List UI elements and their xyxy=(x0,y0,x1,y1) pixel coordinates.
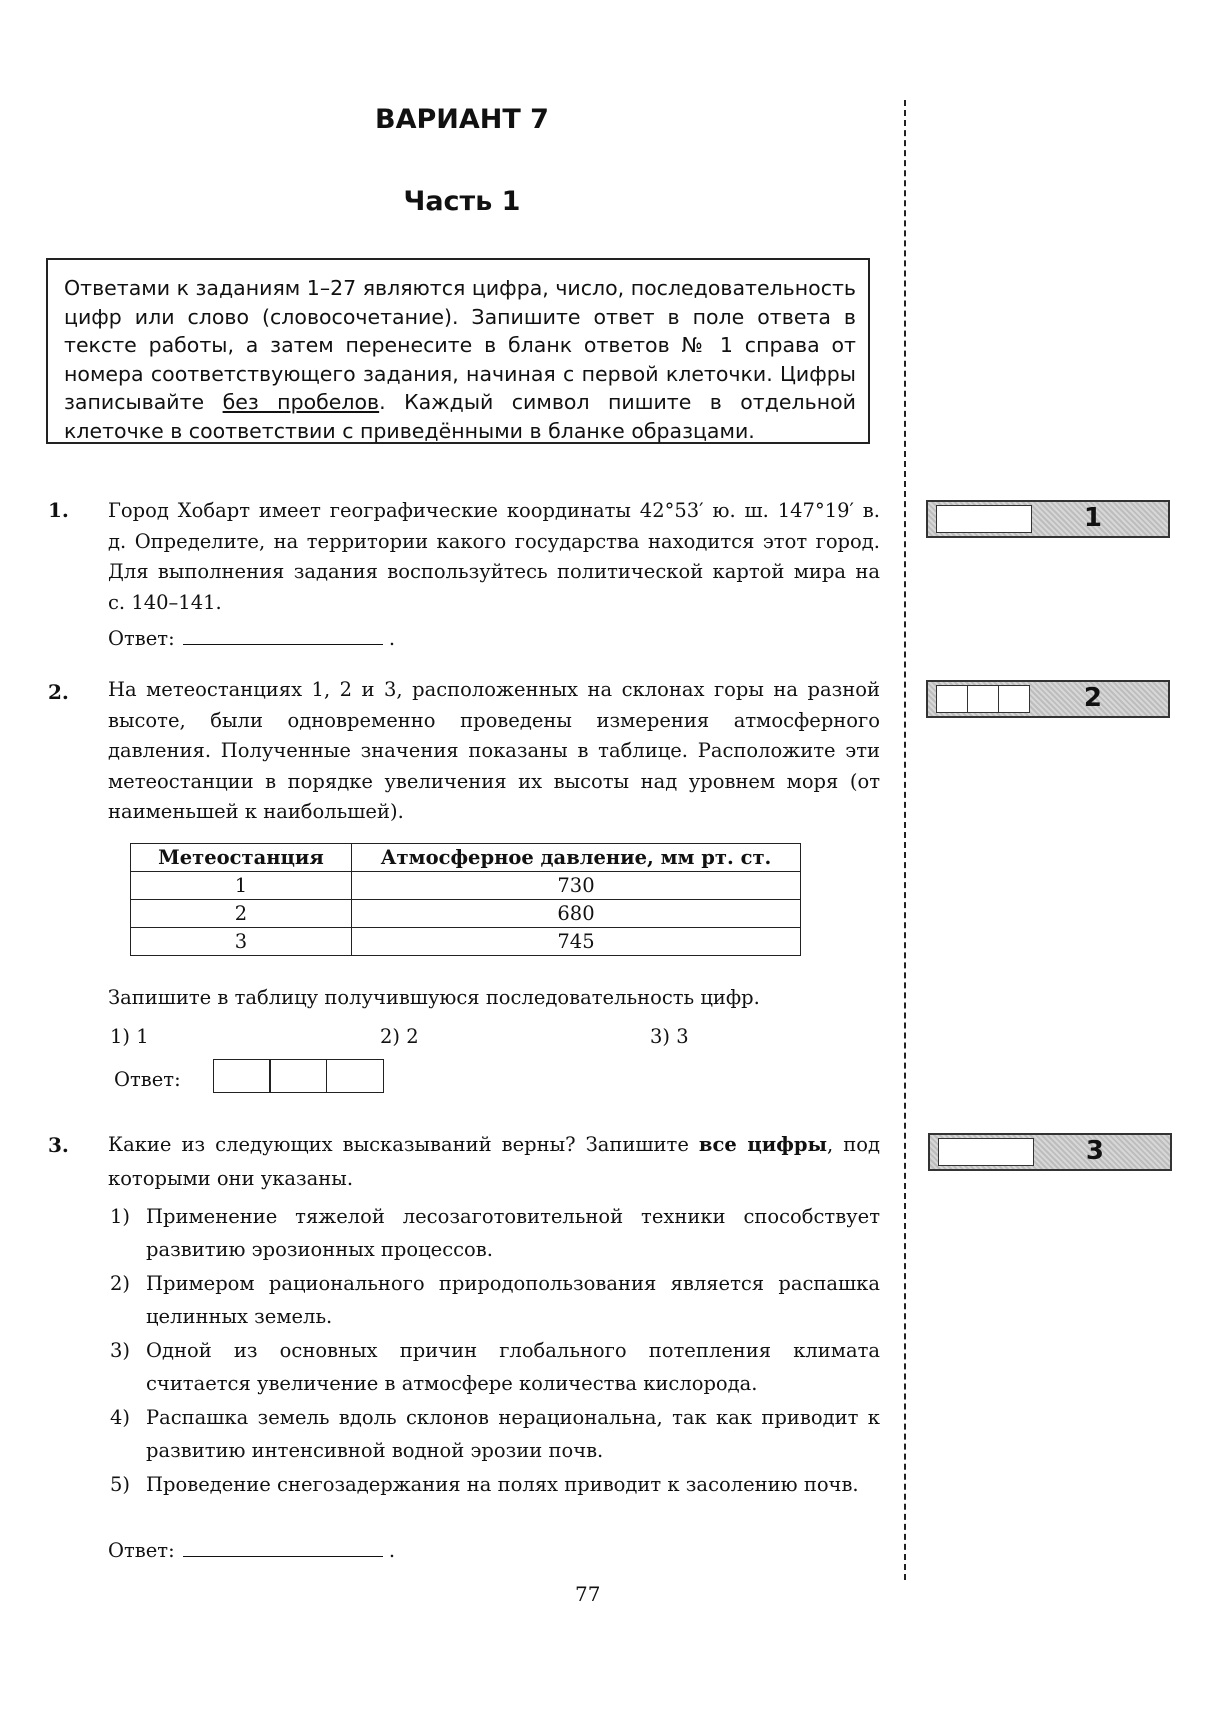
option-item xyxy=(110,1401,880,1467)
table-row xyxy=(131,872,801,900)
table-row xyxy=(131,900,801,928)
table-cell: 730 xyxy=(352,872,801,900)
answer-sheet-box-2 xyxy=(926,680,1170,718)
answer-end: . xyxy=(388,627,396,650)
answer-sheet-cell[interactable] xyxy=(936,685,968,713)
table-header-cell: Атмосферное давление, мм рт. ст. xyxy=(352,844,801,872)
task-1-text: Город Хобарт имеет географические координаты 42°53′ ю. ш. 147°19′ в. д. Определите, на территории какого государства находится этот город. Для выполнения задания воспользуйтесь политической картой мира на с. 140–141. xyxy=(108,499,880,614)
answer-end: . xyxy=(388,1539,396,1562)
table-cell: 745 xyxy=(352,928,801,956)
table-cell: 680 xyxy=(352,900,801,928)
task-2-number: 2. xyxy=(48,680,69,704)
option-item xyxy=(110,1468,880,1501)
table-header-row xyxy=(131,844,801,872)
task-3-answer xyxy=(108,1538,395,1562)
task-1-number: 1. xyxy=(48,498,69,522)
option-item xyxy=(110,1267,880,1333)
pressure-table xyxy=(130,843,801,956)
sequence-item-3: 3) 3 xyxy=(650,1025,689,1048)
answer-sheet-number: 3 xyxy=(1085,1136,1104,1166)
answer-sheet-number: 2 xyxy=(1083,683,1102,713)
option-item xyxy=(110,1200,880,1266)
option-text: Применение тяжелой лесозаготовительной техники способствует развитию эрозионных процессов. xyxy=(146,1205,880,1261)
answer-sheet-box-3 xyxy=(928,1133,1172,1171)
option-text: Распашка земель вдоль склонов нерациональна, так как приводит к развитию интенсивной водной эрозии почв. xyxy=(146,1406,880,1462)
answer-cell[interactable] xyxy=(326,1059,384,1093)
answer-sheet-field[interactable] xyxy=(938,1138,1034,1166)
answer-cell[interactable] xyxy=(213,1059,271,1093)
instructions-underlined: без пробелов xyxy=(222,390,380,414)
cut-line xyxy=(904,100,906,1580)
option-text: Примером рационального природопользования является распашка целинных земель. xyxy=(146,1272,880,1328)
option-text: Одной из основных причин глобального потепления климата считается увеличение в атмосфере количества кислорода. xyxy=(146,1339,880,1395)
table-row xyxy=(131,928,801,956)
task-2-instruction: Запишите в таблицу получившуюся последовательность цифр. xyxy=(108,986,760,1009)
option-item xyxy=(110,1334,880,1400)
task-3-text-bold: все цифры xyxy=(698,1133,828,1156)
answer-line-input[interactable] xyxy=(183,626,383,645)
task-3-text xyxy=(108,1128,880,1196)
task-3-number: 3. xyxy=(48,1133,69,1157)
answer-sheet-box-1 xyxy=(926,500,1170,538)
table-cell: 2 xyxy=(131,900,352,928)
table-header-cell: Метеостанция xyxy=(131,844,352,872)
task-2-text: На метеостанциях 1, 2 и 3, расположенных на склонах горы на разной высоте, были одновременно проведены измерения атмосферного давления. Полученные значения показаны в таблице. Расположите эти метеостанции в порядке увеличения их высоты над уровнем моря (от наименьшей к наибольшей). xyxy=(108,678,880,823)
answer-sheet-number: 1 xyxy=(1083,503,1102,533)
option-label: 5) xyxy=(110,1473,131,1496)
task-3-text-a: Какие из следующих высказываний верны? Запишите xyxy=(108,1133,699,1156)
page-number: 77 xyxy=(575,1582,601,1606)
answer-label: Ответ: xyxy=(108,1539,175,1562)
instructions-text-a: Ответами к заданиям 1–27 являются цифра, число, последовательность цифр или слово (словосочетание). Запишите ответ в поле ответа в тексте работы, а затем перенесите в бланк ответов № 1 справа от номера соответствующего задания, начиная с первой клеточки. Цифры записывайте xyxy=(64,276,856,414)
part-title: Часть 1 xyxy=(403,186,521,217)
option-label: 4) xyxy=(110,1406,131,1429)
task-2-answer-label: Ответ: xyxy=(114,1068,181,1091)
answer-sheet-field[interactable] xyxy=(936,505,1032,533)
option-label: 3) xyxy=(110,1339,131,1362)
option-label: 1) xyxy=(110,1205,131,1228)
answer-label: Ответ: xyxy=(108,627,175,650)
sequence-item-1: 1) 1 xyxy=(110,1025,149,1048)
task-1-answer xyxy=(108,626,395,650)
table-cell: 3 xyxy=(131,928,352,956)
task-3-options xyxy=(110,1200,880,1501)
answer-line-input[interactable] xyxy=(183,1538,383,1557)
task-3-text-b: , под которыми они указаны. xyxy=(108,1133,881,1190)
task-2-answer-boxes xyxy=(214,1059,384,1093)
option-text: Проведение снегозадержания на полях приводит к засолению почв. xyxy=(146,1473,859,1496)
instructions-text-b: . Каждый символ пишите в отдельной клеточке в соответствии с приведёнными в бланке образцами. xyxy=(64,390,856,443)
table-cell: 1 xyxy=(131,872,352,900)
variant-title: ВАРИАНТ 7 xyxy=(375,104,549,135)
answer-cell[interactable] xyxy=(269,1059,327,1093)
option-label: 2) xyxy=(110,1272,131,1295)
answer-sheet-cell[interactable] xyxy=(967,685,999,713)
answer-sheet-cell[interactable] xyxy=(998,685,1030,713)
sequence-item-2: 2) 2 xyxy=(380,1025,419,1048)
instructions-box xyxy=(46,258,870,444)
